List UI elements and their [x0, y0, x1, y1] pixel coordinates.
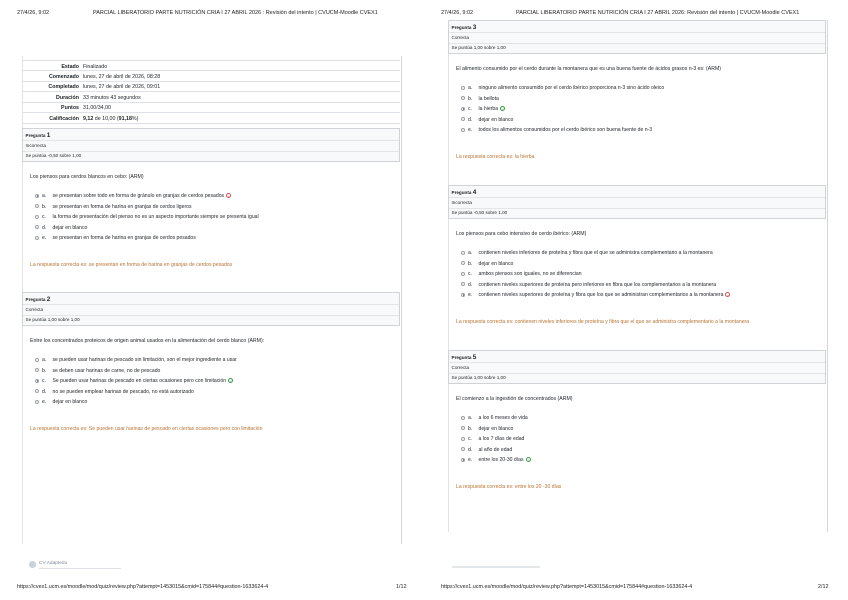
question-info-box	[22, 292, 400, 326]
question-state: Correcta	[451, 34, 470, 40]
answer-letter: c.	[468, 271, 472, 277]
answer-radio	[35, 194, 39, 198]
answer-text	[479, 425, 514, 433]
answer-text	[53, 224, 88, 232]
print-url: https://cvex1.ucm.es/moodle/mod/quiz/review.php?attempt=1453015&cmid=175844#question-1633624-4	[17, 584, 269, 590]
answer-text-value: entre los 20-30 días	[478, 457, 524, 463]
answer-letter: b.	[468, 95, 473, 102]
answer-letter: b.	[42, 203, 47, 210]
answer-text	[53, 356, 237, 364]
info-divider	[449, 362, 825, 363]
info-divider	[449, 208, 825, 209]
summary-label: Calificación	[49, 115, 79, 122]
answer-letter: e.	[468, 292, 473, 298]
summary-value: lunes, 27 de abril de 2026, 08:28	[83, 73, 161, 80]
answer-letter: c.	[42, 214, 46, 220]
question-text: El alimento consumido por el cerdo durante la montanera que es una buena fuente de ácidos grasos n-3 es: (ARM)	[456, 66, 722, 72]
question-grade: Se puntúa 1,00 sobre 1,00	[451, 44, 506, 50]
summary-value: lunes, 27 de abril de 2026, 09:01	[83, 84, 161, 91]
answer-letter: d.	[42, 388, 47, 395]
print-page-title: PARCIAL LIBERATORIO PARTE NUTRICIÓN CRIA I 27 ABRIL 2026: Revisión del intento | CVUCM-Moodle CVEX1	[516, 10, 800, 16]
answer-radio	[461, 128, 465, 132]
summary-label: Puntos	[61, 105, 79, 112]
answer-radio	[461, 107, 465, 111]
question-number-value: 3	[472, 23, 477, 31]
answer-letter: a.	[42, 193, 47, 199]
answer-text-value: se presentan en forma de harina en granjas de cerdos ligeros	[52, 203, 192, 210]
answer-radio	[35, 400, 39, 404]
summary-row-calificacion	[22, 112, 400, 124]
grade-percent: 91,18	[118, 115, 132, 122]
answer-text-value: todos los alimentos consumidos por el cerdo ibérico son buena fuente de n-3	[478, 127, 653, 133]
check-icon: ✓	[229, 378, 233, 384]
answer-radio	[461, 272, 465, 276]
answer-letter: d.	[42, 224, 47, 231]
summary-value: Finalizado	[83, 63, 108, 70]
question-text: Los piensos para cerdos blancos en cebo: (ARM)	[30, 174, 144, 180]
question-number-label: Pregunta	[451, 24, 472, 30]
question-state: Incorrecta	[25, 142, 46, 148]
summary-label: Duración	[56, 94, 79, 101]
answer-letter: d.	[468, 116, 473, 123]
answer-radio	[461, 416, 465, 420]
answer-text	[479, 105, 506, 113]
answer-letter: e.	[42, 399, 47, 405]
answer-text	[479, 270, 582, 278]
check-icon: ✓	[526, 457, 530, 463]
answer-text-value: ambos piensos son iguales, no se diferencian	[478, 271, 582, 277]
question-info-box	[448, 20, 826, 54]
answer-letter: e.	[468, 127, 473, 133]
check-icon: ✓	[501, 106, 505, 112]
question-number	[452, 24, 477, 31]
cross-icon: ×	[726, 292, 730, 298]
answer-letter: a.	[42, 357, 47, 363]
answer-letter: a.	[468, 250, 473, 256]
answer-text	[53, 377, 234, 385]
grade-end: %)	[131, 115, 139, 122]
answer-text	[479, 446, 513, 454]
answer-letter: e.	[42, 235, 47, 241]
answer-text	[479, 95, 499, 103]
info-divider	[23, 151, 399, 152]
answer-radio	[461, 293, 465, 297]
grade-value: 9,12	[83, 115, 94, 122]
answer-text-value: se pueden usar harinas de pescado sin limitación, son el mejor ingrediente a usar	[52, 357, 237, 363]
answer-text-value: se presentan sobre todo en forma de gránulo en granjas de cerdos pesados	[52, 193, 225, 199]
answer-text-value: dejar en blanco	[52, 399, 88, 405]
answer-text	[479, 281, 717, 289]
question-info-box	[448, 185, 826, 219]
print-url: https://cvex1.ucm.es/moodle/mod/quiz/review.php?attempt=1453015&cmid=175844#question-1633624-4	[441, 584, 693, 590]
answer-letter: a.	[468, 85, 473, 91]
question-text: Entre los concentrados proteicos de origen animal usados en la alimentación del cerdo blanco (ARM):	[30, 338, 265, 344]
answer-text-value: contienen niveles superiores de proteína pero inferiores en fibra que los complementarios a la montanera	[478, 281, 717, 288]
answer-letter: c.	[468, 106, 472, 112]
answer-text	[479, 116, 514, 124]
answer-text-value: la hierba	[478, 106, 499, 112]
logo-icon	[29, 561, 36, 568]
answer-letter: d.	[468, 446, 473, 453]
correct-answer-feedback: La respuesta correcta es: Se pueden usar harinas de pescado en ciertas ocasiones pero con limitación	[30, 426, 263, 432]
info-divider	[23, 140, 399, 141]
question-number-label: Pregunta	[25, 132, 46, 138]
answer-text-value: no se pueden emplear harinas de pescado, no está autorizado	[52, 388, 194, 395]
answer-text-value: se deben usar harinas de carne, no de pescado	[52, 367, 161, 374]
info-divider	[23, 315, 399, 316]
answer-text-value: dejar en blanco	[478, 425, 514, 432]
footer-note-bar	[452, 566, 540, 568]
answer-text	[479, 126, 653, 134]
answer-letter: b.	[468, 425, 473, 432]
answer-text	[53, 234, 196, 242]
question-number	[26, 132, 51, 139]
answer-text-value: la bellota	[478, 95, 499, 102]
answer-text	[479, 260, 514, 268]
correct-answer-feedback: La respuesta correcta es: entre los 20 -30 días	[456, 484, 562, 490]
answer-radio	[35, 358, 39, 362]
question-number	[452, 189, 477, 196]
answer-text-value: dejar en blanco	[52, 224, 88, 231]
question-number-label: Pregunta	[25, 296, 46, 302]
answer-radio	[461, 458, 465, 462]
summary-label: Estado	[61, 63, 79, 70]
answer-text	[479, 456, 531, 464]
question-number-value: 4	[472, 188, 477, 196]
answer-letter: c.	[468, 436, 472, 442]
print-page-number: 2/12	[818, 584, 829, 590]
summary-value: 31,00/34,00	[83, 105, 111, 112]
summary-label: Completado	[48, 84, 79, 91]
grade-max: de 10,00 (	[93, 115, 119, 122]
answer-text-value: dejar en blanco	[478, 260, 514, 267]
question-number-value: 5	[472, 353, 477, 361]
question-number	[452, 354, 477, 361]
answer-text-value: contienen niveles superiores de proteína y fibra que los que se administran complementarios a la montanera	[478, 292, 724, 298]
answer-radio	[461, 251, 465, 255]
answer-text-value: contienen niveles inferiores de proteína y fibra que el que se administra complementario a la montanera	[478, 250, 713, 256]
question-number-value: 2	[46, 295, 51, 303]
answer-text-value: a los 7 días de edad	[478, 436, 525, 442]
print-datetime: 27/4/26, 9:02	[441, 10, 474, 16]
answer-radio	[35, 215, 39, 219]
answer-text-value: a los 6 meses de vida	[478, 415, 528, 421]
answer-letter: e.	[468, 457, 473, 463]
question-number	[26, 296, 51, 303]
summary-label: Comenzado	[48, 73, 79, 80]
answer-letter: d.	[468, 281, 473, 288]
answer-letter: b.	[468, 260, 473, 267]
question-state: Correcta	[25, 306, 44, 312]
answer-letter: a.	[468, 415, 473, 421]
question-info-box	[448, 350, 826, 384]
answer-radio	[35, 379, 39, 383]
question-grade: Se puntúa 1,00 sobre 1,00	[25, 316, 80, 322]
answer-text-value: se presentan en forma de harina en granjas de cerdos pesados	[52, 235, 196, 241]
info-divider	[449, 32, 825, 33]
answer-text	[53, 367, 161, 375]
question-state: Correcta	[451, 364, 470, 370]
answer-text-value: dejar en blanco	[478, 116, 514, 123]
answer-letter: c.	[42, 378, 46, 384]
question-grade: Se puntúa -0,50 sobre 1,00	[451, 209, 508, 215]
answer-letter: b.	[42, 367, 47, 374]
answer-text	[53, 203, 192, 211]
answer-text-value: al año de edad	[478, 446, 513, 453]
answer-text	[53, 398, 88, 406]
print-page-title: PARCIAL LIBERATORIO PARTE NUTRICIÓN CRIA I 27 ABRIL 2026 : Revisión del intento | CVUCM-Moodle CVEX1	[93, 10, 378, 16]
answer-text-value: Se pueden usar harinas de pescado en ciertas ocasiones pero con limitación	[52, 378, 227, 384]
print-page-number: 1/12	[396, 584, 407, 590]
answer-text	[479, 414, 528, 422]
answer-text-value: la forma de presentación del pienso no es un aspecto importante siempre se presenta igual	[52, 214, 259, 220]
correct-answer-feedback: La respuesta correcta es: contienen niveles inferiores de proteína y fibra que el que se administra complementario a la montanera	[456, 319, 750, 325]
info-divider	[449, 373, 825, 374]
answer-radio	[35, 236, 39, 240]
info-divider	[23, 304, 399, 305]
info-divider	[449, 43, 825, 44]
question-text: Los piensos para cebo intensivo de cerdo ibérico: (ARM)	[456, 231, 587, 237]
question-text: El comienzo a la ingestión de concentrados (ARM)	[456, 396, 573, 402]
question-number-label: Pregunta	[451, 189, 472, 195]
answer-text	[479, 84, 665, 92]
cross-icon: ×	[227, 193, 230, 199]
summary-value	[83, 116, 138, 122]
answer-text	[53, 192, 232, 200]
answer-text	[53, 388, 194, 396]
question-grade: Se puntúa 1,00 sobre 1,00	[451, 374, 506, 380]
summary-value: 33 minutos 43 segundos	[83, 94, 141, 101]
correct-answer-feedback: La respuesta correcta es: la hierba	[456, 154, 535, 160]
logo-subtext-bar	[39, 568, 121, 570]
info-divider	[449, 197, 825, 198]
question-number-label: Pregunta	[451, 354, 472, 360]
print-datetime: 27/4/26, 9:02	[17, 10, 50, 16]
answer-text	[53, 213, 259, 221]
question-state: Incorrecta	[451, 199, 472, 205]
logo-text: CV Adaptedu	[39, 561, 68, 566]
question-grade: Se puntúa -0,50 sobre 1,00	[25, 152, 82, 158]
correct-answer-feedback: La respuesta correcta es: se presentan en forma de harina en granjas de cerdos pesados	[30, 262, 233, 268]
answer-text	[479, 249, 713, 257]
question-number-value: 1	[46, 131, 51, 139]
answer-radio	[461, 437, 465, 441]
question-info-box	[22, 128, 400, 162]
answer-radio	[461, 86, 465, 90]
answer-text	[479, 291, 731, 299]
answer-text-value: ninguno alimento consumido por el cerdo ibérico proporciona n-3 sino ácido oleico	[478, 85, 665, 91]
answer-text	[479, 435, 525, 443]
